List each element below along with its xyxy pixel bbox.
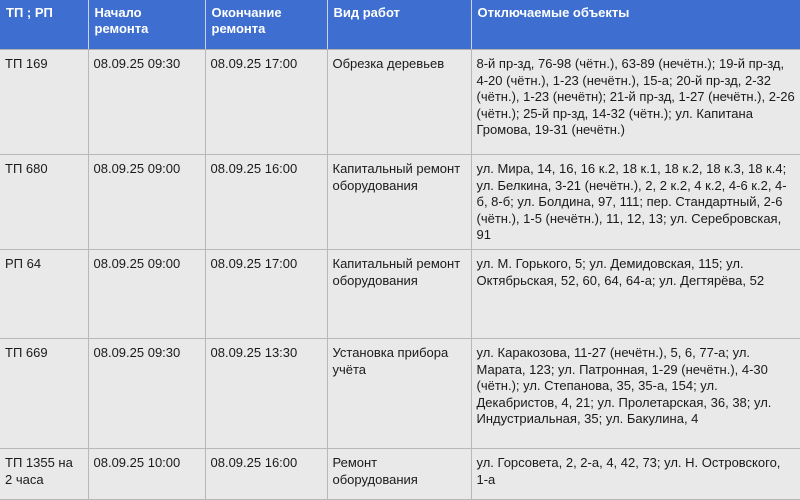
cell-work-type: Обрезка деревьев [327,50,471,155]
header-substation: ТП ; РП [0,0,88,50]
table-row [0,449,800,500]
cell-work-type: Установка прибора учёта [327,339,471,449]
header-repair-start: Начало ремонта [88,0,205,50]
cell-disconnected-objects: ул. Горсовета, 2, 2-а, 4, 42, 73; ул. Н. Островского, 1-а [471,449,800,500]
cell-repair-end: 08.09.25 16:00 [205,155,327,250]
cell-substation: ТП 1355 на 2 часа [0,449,88,500]
cell-disconnected-objects: 8-й пр-зд, 76-98 (чётн.), 63-89 (нечётн.); 19-й пр-зд, 4-20 (чётн.), 1-23 (нечётн.), 15-а; 20-й пр-зд, 2-32 (чётн.), 1-23 (нечётн); 21-й пр-зд, 1-27 (нечётн.), 2-26 (чётн.); 25-й пр-зд, 14-32 (чётн.); ул. Капитана Громова, 19-31 (нечётн.) [471,50,800,155]
table-row [0,50,800,155]
cell-repair-start: 08.09.25 09:30 [88,50,205,155]
cell-substation: ТП 169 [0,50,88,155]
header-work-type: Вид работ [327,0,471,50]
header-repair-end: Окончание ремонта [205,0,327,50]
cell-work-type: Капитальный ремонт оборудования [327,250,471,339]
cell-work-type: Ремонт оборудования [327,449,471,500]
cell-substation: ТП 669 [0,339,88,449]
table-row [0,339,800,449]
cell-repair-end: 08.09.25 13:30 [205,339,327,449]
table-row [0,155,800,250]
cell-disconnected-objects: ул. Мира, 14, 16, 16 к.2, 18 к.1, 18 к.2, 18 к.3, 18 к.4; ул. Белкина, 3-21 (нечётн.), 2, 2 к.2, 4 к.2, 4-6 к.2, 4-б, 8-б; ул. Болдина, 97, 111; пер. Стандартный, 2-6 (чётн.), 1-5 (нечётн.), 11, 12, 13; ул. Серебровская, 91 [471,155,800,250]
cell-repair-start: 08.09.25 10:00 [88,449,205,500]
cell-repair-start: 08.09.25 09:30 [88,339,205,449]
cell-repair-end: 08.09.25 17:00 [205,50,327,155]
table-header-row [0,0,800,50]
cell-substation: ТП 680 [0,155,88,250]
table-row [0,250,800,339]
cell-disconnected-objects: ул. Каракозова, 11-27 (нечётн.), 5, 6, 77-а; ул. Марата, 123; ул. Патронная, 1-29 (нечётн.), 4-30 (чётн.); ул. Степанова, 35, 35-а, 154; ул. Декабристов, 4, 21; ул. Пролетарская, 36, 38; ул. Индустриальная, 35; ул. Бакулина, 4 [471,339,800,449]
cell-repair-end: 08.09.25 17:00 [205,250,327,339]
cell-substation: РП 64 [0,250,88,339]
cell-repair-start: 08.09.25 09:00 [88,155,205,250]
cell-disconnected-objects: ул. М. Горького, 5; ул. Демидовская, 115; ул. Октябрьская, 52, 60, 64, 64-а; ул. Дегтярёва, 52 [471,250,800,339]
cell-repair-end: 08.09.25 16:00 [205,449,327,500]
cell-repair-start: 08.09.25 09:00 [88,250,205,339]
header-disconnected-objects: Отключаемые объекты [471,0,800,50]
cell-work-type: Капитальный ремонт оборудования [327,155,471,250]
